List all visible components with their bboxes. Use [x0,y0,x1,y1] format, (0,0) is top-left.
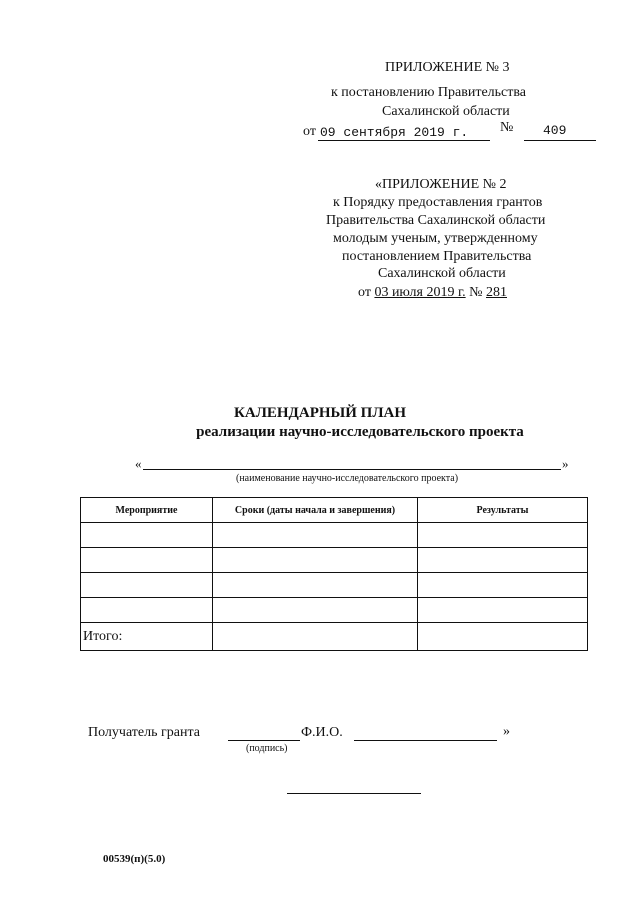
table-cell [81,598,213,623]
total-label: Итого: [81,623,213,651]
appendix-3-number-value: 409 [543,123,567,138]
table-cell [213,523,418,548]
fio-label: Ф.И.О. [301,725,343,740]
table-cell [418,548,588,573]
table-cell [213,623,418,651]
appendix-2-date-value: 03 июля 2019 г. [374,285,466,300]
appendix-2-line1: к Порядку предоставления грантов [333,195,543,210]
table-cell [213,598,418,623]
appendix-2-title: «ПРИЛОЖЕНИЕ № 2 [375,177,507,192]
project-close-quote: » [562,456,569,471]
signature-caption: (подпись) [246,743,288,754]
fio-line [354,740,497,741]
table-row [81,523,588,548]
appendix-3-line2: Сахалинской области [382,104,510,119]
appendix-3-number-prefix: № [500,120,514,135]
table-total-row [81,623,588,651]
table-cell [213,573,418,598]
appendix-2-number-prefix: № [469,285,483,300]
table-cell [81,523,213,548]
table-cell [418,573,588,598]
bottom-separator [287,793,421,794]
table-cell [81,573,213,598]
table-cell [213,548,418,573]
table-cell [418,523,588,548]
document-code: 00539(п)(5.0) [103,853,166,865]
appendix-3-date-underline [318,140,490,141]
appendix-2-date-prefix: от [358,285,371,300]
project-name-caption: (наименование научно-исследовательского проекта) [236,473,459,484]
table-row [81,548,588,573]
appendix-2-line3: молодым ученым, утвержденному [333,231,538,246]
table-row [81,573,588,598]
appendix-2-number-value: 281 [486,285,507,300]
signature-line [228,740,300,741]
col-header-activity: Мероприятие [81,498,213,523]
table-header-row [81,498,588,523]
table-row [81,598,588,623]
appendix-2-line5: Сахалинской области [378,266,506,281]
appendix-3-date-prefix: от [303,124,316,139]
col-header-dates: Сроки (даты начала и завершения) [213,498,418,523]
appendix-3-number-underline [524,140,596,141]
col-header-results: Результаты [418,498,588,523]
plan-title: КАЛЕНДАРНЫЙ ПЛАН [233,405,407,421]
appendix-3-title: ПРИЛОЖЕНИЕ № 3 [385,60,510,75]
appendix-3-line1: к постановлению Правительства [331,85,527,100]
appendix-2-line2: Правительства Сахалинской области [326,213,546,228]
appendix-2-line4: постановлением Правительства [342,249,532,264]
table-cell [81,548,213,573]
appendix-2-date-line [358,285,507,301]
plan-subtitle: реализации научно-исследовательского проекта [196,424,524,440]
calendar-plan-table [80,497,588,651]
project-name-line [143,469,561,470]
appendix-3-date-value: 09 сентября 2019 г. [320,125,469,140]
table-cell [418,598,588,623]
project-open-quote: « [135,456,142,471]
grant-recipient-label: Получатель гранта [88,725,200,740]
signature-close-quote: » [503,724,510,739]
table-cell [418,623,588,651]
